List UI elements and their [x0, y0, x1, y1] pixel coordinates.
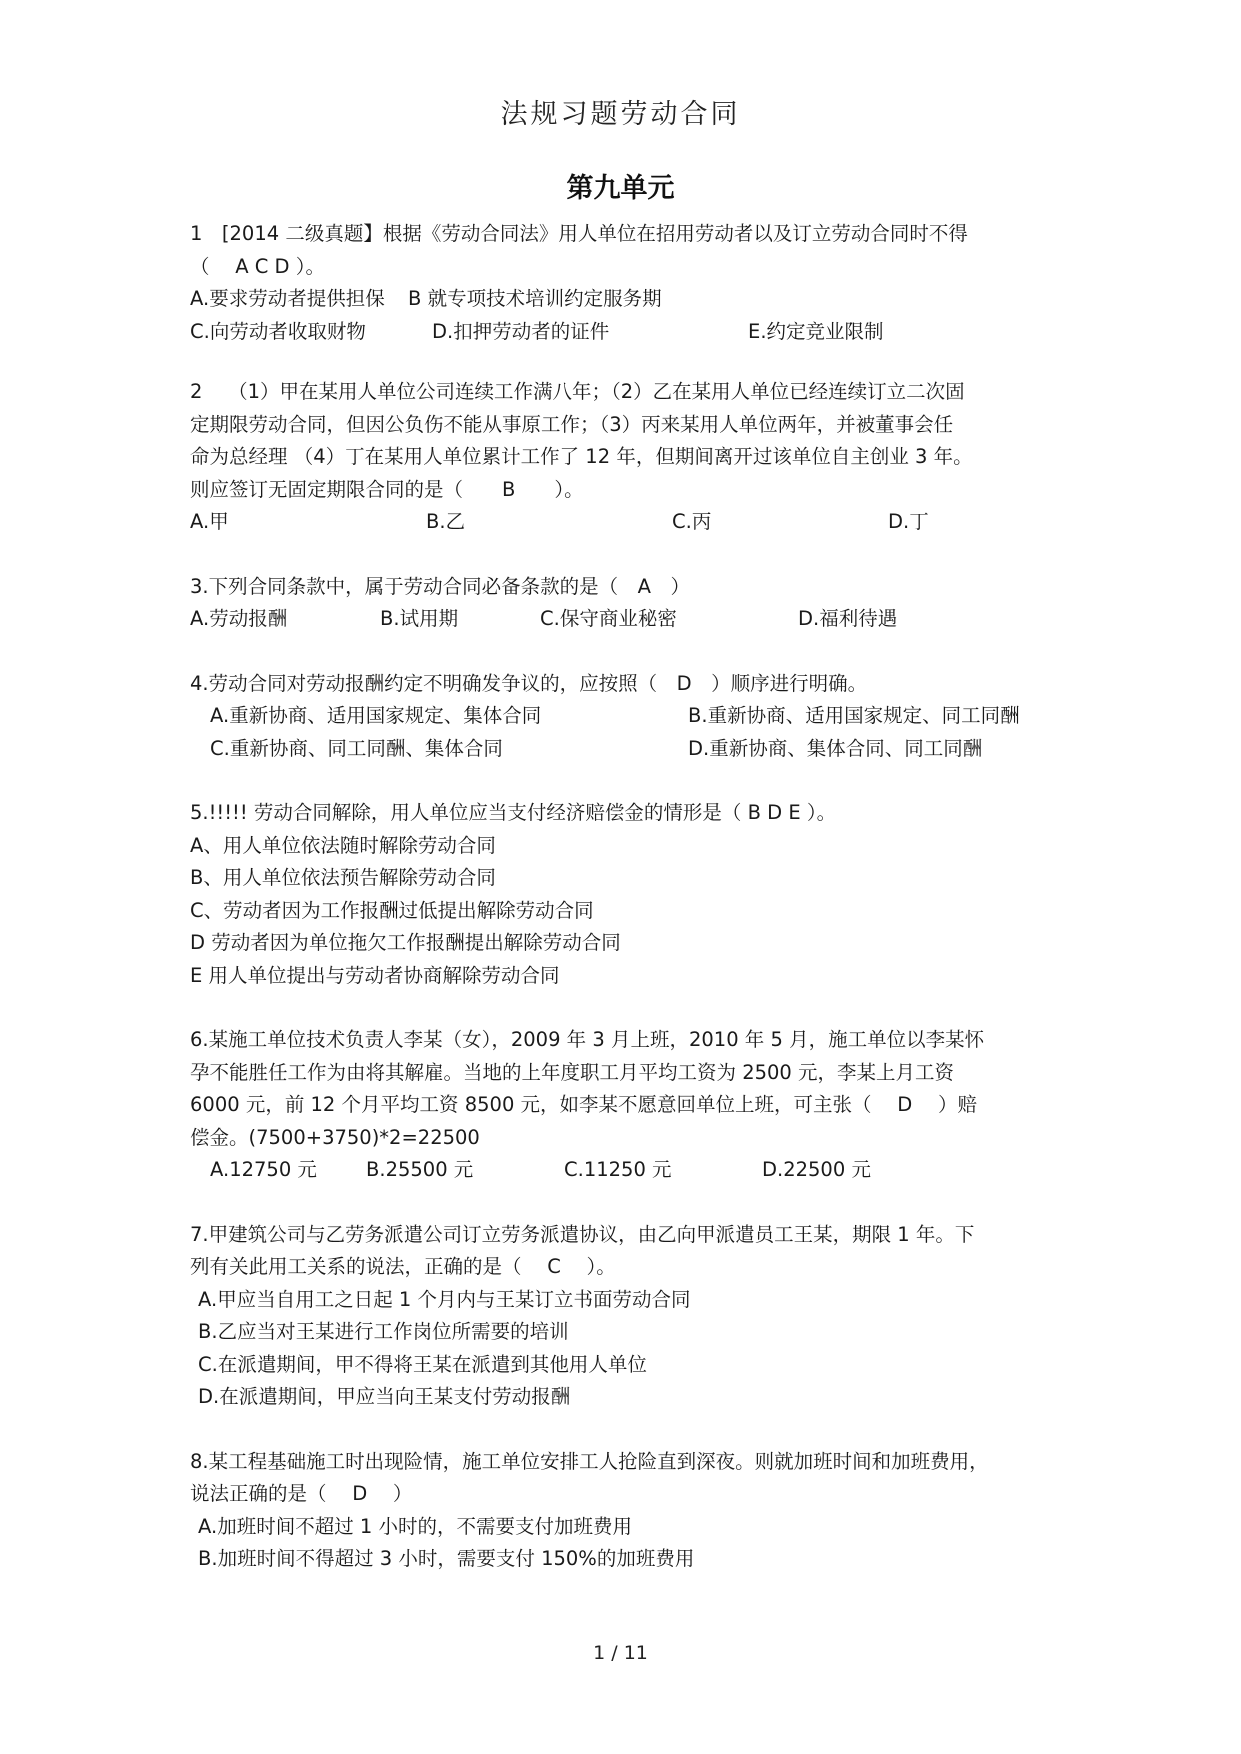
- option-b: B.加班时间不得超过 3 小时，需要支付 150%的加班费用: [198, 1547, 695, 1570]
- question-text-line: 1 [2014 二级真题】根据《劳动合同法》用人单位在招用劳动者以及订立劳动合同时不得: [190, 222, 968, 245]
- question-4: [190, 668, 1070, 766]
- question-text-line: 7.甲建筑公司与乙劳务派遣公司订立劳务派遣协议，由乙向甲派遣员工王某，期限 1 年。下: [190, 1222, 975, 1246]
- option-row: [190, 603, 1070, 636]
- option-a: A.甲: [190, 510, 229, 533]
- option-b: B 就专项技术培训约定服务期: [408, 287, 662, 310]
- option-row: [190, 283, 1070, 316]
- question-8: [190, 1446, 1070, 1576]
- option-a: A.劳动报酬: [190, 607, 288, 630]
- option-c: C.在派遣期间，甲不得将王某在派遣到其他用人单位: [198, 1352, 647, 1376]
- option-d: D.重新协商、集体合同、同工同酬: [688, 736, 983, 760]
- option-d: D.丁: [888, 510, 929, 533]
- question-text-line: 6000 元，前 12 个月平均工资 8500 元，如李某不愿意回单位上班，可主张（ D ）赔: [190, 1093, 977, 1116]
- question-text-line: 8.某工程基础施工时出现险情，施工单位安排工人抢险直到深夜。则就加班时间和加班费用，: [190, 1449, 989, 1473]
- unit-heading: 第九单元: [566, 173, 675, 204]
- question-text-line: 4.劳动合同对劳动报酬约定不明确发争议的，应按照（ D ）顺序进行明确。: [190, 671, 868, 695]
- option-a: A.重新协商、适用国家规定、集体合同: [210, 704, 542, 727]
- question-list: [190, 218, 1070, 1608]
- option-d: D.在派遣期间，甲应当向王某支付劳动报酬: [198, 1385, 571, 1408]
- option-e: E 用人单位提出与劳动者协商解除劳动合同: [190, 963, 560, 987]
- option-b: B.试用期: [380, 607, 459, 630]
- option-c: C.保守商业秘密: [540, 607, 677, 630]
- option-a: A.要求劳动者提供担保: [190, 287, 385, 310]
- document-title: 法规习题劳动合同: [500, 99, 741, 130]
- option-row: [190, 733, 1070, 766]
- option-row: [190, 316, 1070, 349]
- question-text-line: 2 （1）甲在某用人单位公司连续工作满八年；（2）乙在某用人单位已经连续订立二次固: [190, 380, 965, 403]
- question-text-line: 说法正确的是（ D ）: [190, 1482, 413, 1505]
- question-text-line: 6.某施工单位技术负责人李某（女），2009 年 3 月上班，2010 年 5 月，施工单位以李某怀: [190, 1028, 985, 1051]
- question-text-line: 偿金。(7500+3750)*2=22500: [190, 1125, 480, 1149]
- option-a: A.12750 元: [210, 1158, 317, 1181]
- option-b: B.乙: [426, 510, 466, 533]
- question-6: [190, 1024, 1070, 1187]
- option-d: D 劳动者因为单位拖欠工作报酬提出解除劳动合同: [190, 931, 621, 954]
- option-b: B.乙应当对王某进行工作岗位所需要的培训: [198, 1320, 569, 1343]
- question-text-line: 3.下列合同条款中，属于劳动合同必备条款的是（ A ）: [190, 574, 690, 598]
- option-c: C.11250 元: [564, 1158, 672, 1181]
- question-7: [190, 1219, 1070, 1414]
- question-text-line: 5.!!!!! 劳动合同解除，用人单位应当支付经济赔偿金的情形是（ B D E ）。: [190, 801, 837, 824]
- question-2: [190, 376, 1070, 539]
- option-row: [190, 1154, 1070, 1187]
- question-3: [190, 571, 1070, 636]
- option-b: B、用人单位依法预告解除劳动合同: [190, 866, 496, 889]
- option-d: D.扣押劳动者的证件: [432, 319, 610, 343]
- question-text-line: （ A C D ）。: [190, 254, 326, 278]
- question-5: [190, 797, 1070, 992]
- option-row: [190, 700, 1070, 733]
- option-b: B.重新协商、适用国家规定、同工同酬: [688, 704, 1020, 727]
- option-a: A.甲应当自用工之日起 1 个月内与王某订立书面劳动合同: [198, 1287, 691, 1311]
- option-a: A、用人单位依法随时解除劳动合同: [190, 833, 496, 857]
- question-text-line: 定期限劳动合同，但因公负伤不能从事原工作；（3）丙来某用人单位两年，并被董事会任: [190, 412, 954, 436]
- option-d: D.22500 元: [762, 1158, 871, 1181]
- option-c: C.重新协商、同工同酬、集体合同: [210, 736, 503, 760]
- option-a: A.加班时间不超过 1 小时的，不需要支付加班费用: [198, 1514, 632, 1538]
- question-text-line: 列有关此用工关系的说法，正确的是（ C ）。: [190, 1255, 616, 1278]
- question-text-line: 命为总经理 （4）丁在某用人单位累计工作了 12 年，但期间离开过该单位自主创业 3 年。: [190, 445, 973, 468]
- question-1: [190, 218, 1070, 348]
- page-number: 1 / 11: [593, 1642, 648, 1664]
- option-e: E.约定竞业限制: [748, 319, 884, 343]
- question-text-line: 孕不能胜任工作为由将其解雇。当地的上年度职工月平均工资为 2500 元，李某上月工资: [190, 1060, 955, 1084]
- option-row: [190, 506, 1070, 539]
- option-c: C.丙: [672, 510, 712, 533]
- option-b: B.25500 元: [366, 1158, 474, 1181]
- option-c: C.向劳动者收取财物: [190, 319, 366, 343]
- question-text-line: 则应签订无固定期限合同的是（ B ）。: [190, 477, 584, 501]
- option-d: D.福利待遇: [798, 607, 898, 630]
- option-c: C、劳动者因为工作报酬过低提出解除劳动合同: [190, 898, 594, 922]
